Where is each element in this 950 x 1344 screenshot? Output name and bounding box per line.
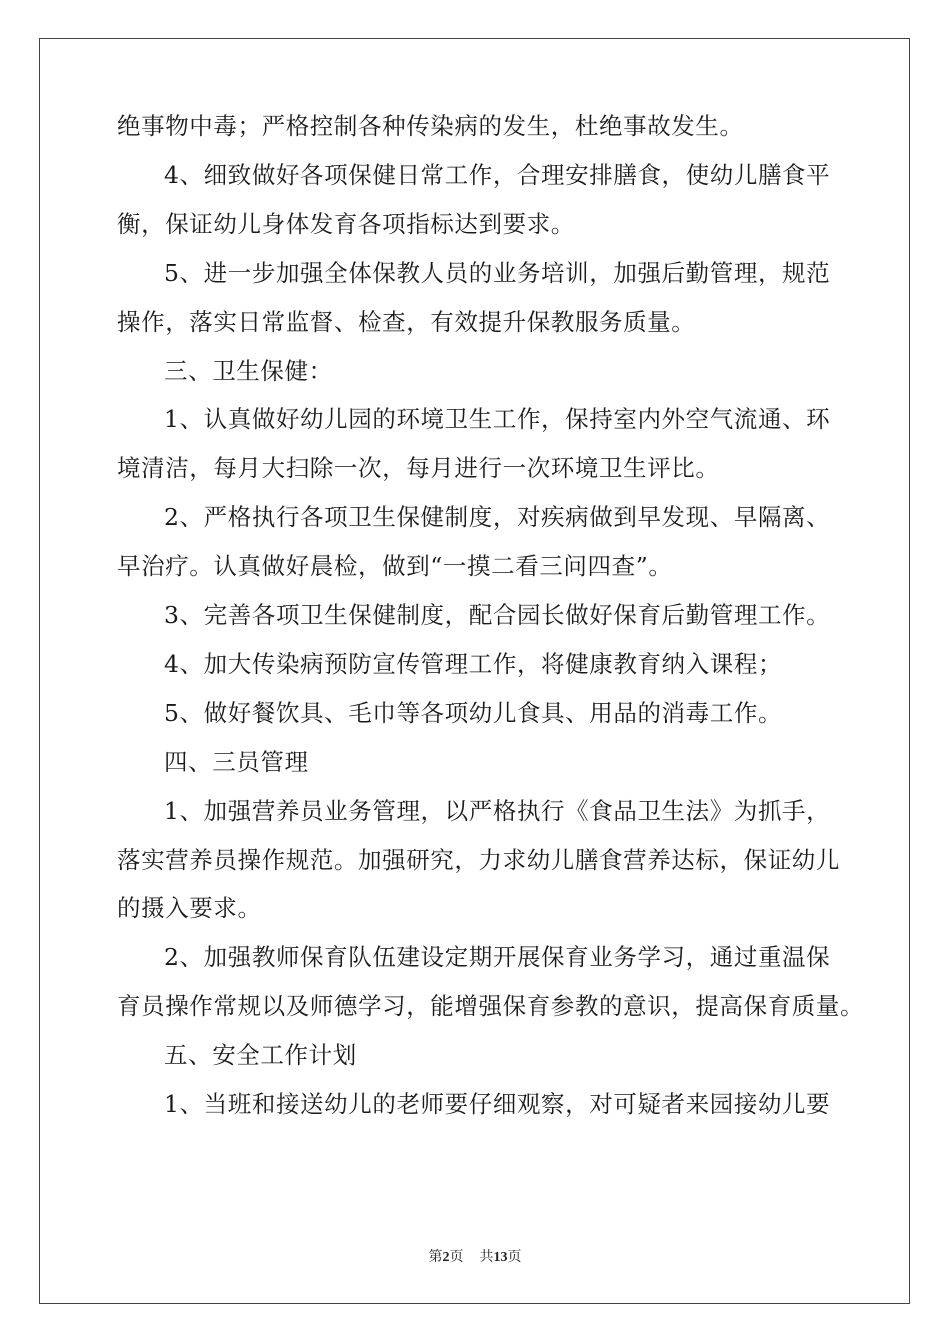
text-line: 4、细致做好各项保健日常工作，合理安排膳食，使幼儿膳食平: [164, 160, 831, 189]
text-line: 1、认真做好幼儿园的环境卫生工作，保持室内外空气流通、环: [164, 405, 831, 434]
total-prefix: 共: [479, 1249, 494, 1265]
page-prefix: 第: [428, 1249, 443, 1265]
text-line: 操作，落实日常监督、检查，有效提升保教服务质量。: [117, 307, 696, 336]
text-line: 的摄入要求。: [117, 894, 262, 923]
text-line: 5、进一步加强全体保教人员的业务培训，加强后勤管理，规范: [164, 258, 831, 287]
page-suffix: 页: [449, 1249, 464, 1265]
text-line: 境清洁，每月大扫除一次，每月进行一次环境卫生评比。: [117, 454, 720, 483]
page-number: 2: [442, 1250, 450, 1265]
section-heading: 五、安全工作计划: [164, 1041, 357, 1070]
total-pages: 13: [493, 1250, 508, 1265]
text-line: 4、加大传染病预防宣传管理工作，将健康教育纳入课程；: [164, 649, 783, 678]
text-line: 1、加强营养员业务管理，以严格执行《食品卫生法》为抓手，: [164, 796, 831, 825]
text-line: 3、完善各项卫生保健制度，配合园长做好保育后勤管理工作。: [164, 601, 831, 629]
text-line: 落实营养员操作规范。加强研究，力求幼儿膳食营养达标，保证幼儿: [117, 845, 840, 874]
text-line: 1、当班和接送幼儿的老师要仔细观察，对可疑者来园接幼儿要: [164, 1090, 831, 1118]
text-line: 5、做好餐饮具、毛巾等各项幼儿食具、用品的消毒工作。: [164, 698, 783, 727]
text-line: 衡，保证幼儿身体发育各项指标达到要求。: [117, 209, 575, 238]
total-suffix: 页: [507, 1249, 522, 1265]
text-line: 育员操作常规以及师德学习，能增强保育参教的意识，提高保育质量。: [117, 992, 865, 1021]
text-line: 绝事物中毒；严格控制各种传染病的发生，杜绝事故发生。: [117, 112, 744, 140]
text-line: 2、严格执行各项卫生保健制度，对疾病做到早发现、早隔离、: [164, 503, 831, 532]
section-heading: 三、卫生保健：: [164, 356, 333, 385]
section-heading: 四、三员管理: [164, 747, 309, 776]
text-line: 早治疗。认真做好晨检，做到“一摸二看三问四查”。: [117, 552, 673, 581]
page-footer: [0, 1246, 950, 1266]
text-line: 2、加强教师保育队伍建设定期开展保育业务学习，通过重温保: [164, 943, 831, 972]
